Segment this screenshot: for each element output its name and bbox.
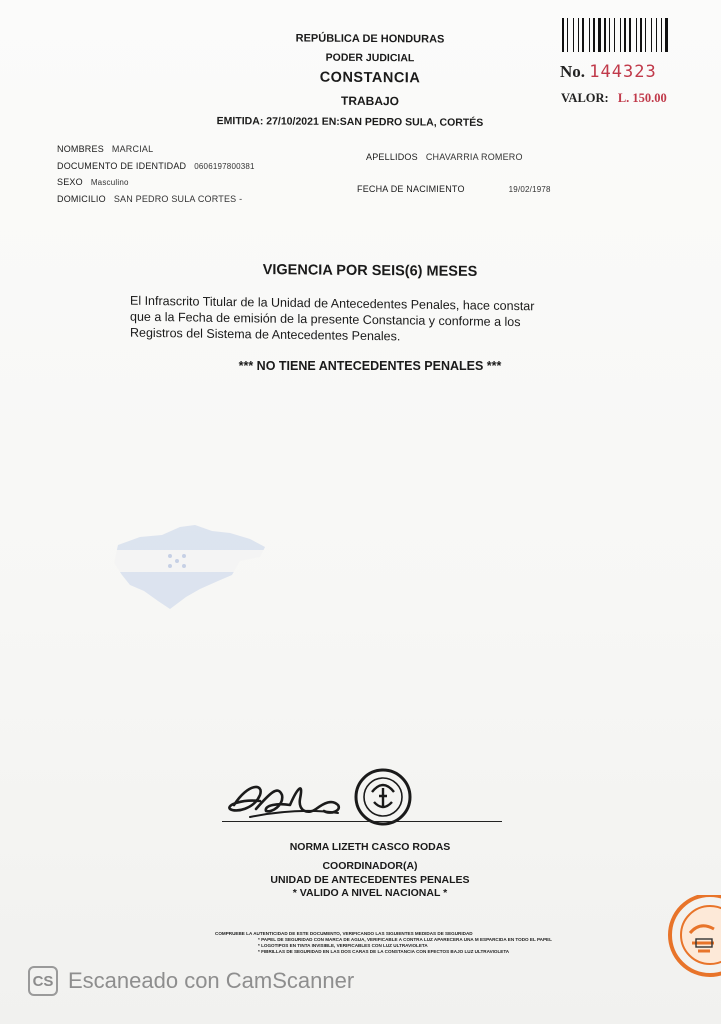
field-apellidos (366, 152, 523, 162)
certification-paragraph (130, 293, 610, 348)
document-purpose: TRABAJO (340, 93, 399, 109)
document-title: CONSTANCIA (319, 69, 421, 87)
barcode-bar (578, 18, 579, 52)
barcode-bar (669, 18, 670, 52)
security-note-0: COMPRUEBE LA AUTENTICIDAD DE ESTE DOCUMENTO, VERIFICANDO LAS SIGUIENTES MEDIDAS DE SEGURIDAD (215, 931, 473, 936)
paragraph-line-1: El Infrascrito Titular de la Unidad de Antecedentes Penales, hace constar (130, 293, 535, 314)
serial-number (560, 62, 657, 82)
nacimiento-label: FECHA DE NACIMIENTO (357, 184, 465, 194)
barcode-bar (580, 18, 581, 52)
security-note-2: * LOGOTIPOS EN TINTA INVISIBLE, VERIFICABLES CON LUZ ULTRAVIOLETA (258, 943, 428, 948)
field-documento (57, 161, 255, 171)
barcode-bar (643, 18, 644, 52)
header-country: REPÚBLICA DE HONDURAS (295, 32, 445, 46)
barcode-bar (569, 18, 572, 52)
camscanner-watermark (28, 966, 354, 996)
barcode-bar (604, 18, 606, 52)
barcode-bar (663, 18, 664, 52)
barcode-bar (665, 18, 668, 52)
barcode-bar (620, 18, 621, 52)
barcode-bar (661, 18, 662, 52)
barcode-bar (593, 18, 595, 52)
barcode-bar (598, 18, 601, 52)
valor (561, 91, 667, 106)
domicilio-label: DOMICILIO (57, 194, 106, 204)
field-nombres (57, 144, 153, 154)
header-institution: PODER JUDICIAL (325, 51, 415, 65)
paragraph-line-3: Registros del Sistema de Antecedentes Penales. (130, 325, 401, 344)
issue-info: EMITIDA: 27/10/2021 EN:SAN PEDRO SULA, CORTÉS (216, 115, 484, 129)
barcode-icon (562, 18, 690, 52)
serial-value: 144323 (589, 62, 657, 82)
valor-label: VALOR: (561, 91, 609, 105)
barcode-bar (636, 18, 637, 52)
barcode-bar (656, 18, 657, 52)
camscanner-logo-icon: CS (28, 966, 58, 996)
apellidos-label: APELLIDOS (366, 152, 418, 162)
signer-unit: UNIDAD DE ANTECEDENTES PENALES (270, 874, 470, 886)
barcode-bar (614, 18, 615, 52)
barcode-bar (562, 18, 564, 52)
camscanner-text: Escaneado con CamScanner (68, 968, 355, 993)
poder-judicial-seal-icon (664, 895, 721, 990)
sexo-label: SEXO (57, 177, 83, 187)
signer-role: COORDINADOR(A) (322, 860, 418, 872)
security-note-1: * PAPEL DE SEGURIDAD CON MARCA DE AGUA, VERIFICABLE A CONTRA LUZ APARECERA UNA M ESPARCIDA EN TODO EL PAPEL (258, 937, 552, 942)
barcode-bar (616, 18, 619, 52)
barcode-bar (638, 18, 639, 52)
barcode-bar (647, 18, 650, 52)
barcode-bar (651, 18, 652, 52)
nombres-value: MARCIAL (111, 144, 154, 154)
barcode-bar (567, 18, 568, 52)
paragraph-line-2: que a la Fecha de emisión de la presente Constancia y conforme a los (130, 309, 521, 330)
barcode-bar (632, 18, 635, 52)
field-sexo (57, 177, 129, 187)
barcode-bar (622, 18, 623, 52)
nacimiento-value: 19/02/1978 (508, 185, 551, 194)
apellidos-value: CHAVARRIA ROMERO (425, 152, 523, 162)
valor-amount: L. 150.00 (617, 91, 667, 105)
signature-line (222, 821, 502, 822)
barcode-bar (573, 18, 574, 52)
barcode-bar (607, 18, 608, 52)
barcode-bar (658, 18, 660, 52)
barcode-bar (640, 18, 642, 52)
barcode-bar (611, 18, 613, 52)
barcode-bar (629, 18, 631, 52)
barcode-bar (624, 18, 626, 52)
result-statement: *** NO TIENE ANTECEDENTES PENALES *** (238, 359, 502, 373)
round-stamp-icon (352, 766, 414, 828)
barcode-bar (609, 18, 610, 52)
barcode-bar (575, 18, 577, 52)
field-domicilio (57, 194, 242, 204)
barcode-bar (596, 18, 597, 52)
serial-prefix: No. (560, 62, 586, 81)
barcode-bar (565, 18, 566, 52)
nombres-label: NOMBRES (57, 144, 104, 154)
barcode-bar (585, 18, 588, 52)
validity-scope: * VALIDO A NIVEL NACIONAL * (292, 887, 448, 899)
barcode-bar (653, 18, 655, 52)
barcode-bar (582, 18, 584, 52)
domicilio-value: SAN PEDRO SULA CORTES - (113, 194, 243, 204)
validity-title: VIGENCIA POR SEIS(6) MESES (262, 262, 478, 280)
documento-label: DOCUMENTO DE IDENTIDAD (57, 161, 187, 171)
sexo-value: Masculino (90, 178, 129, 187)
security-note-3: * FIBRILLAS DE SEGURIDAD EN LAS DOS CARAS DE LA CONSTANCIA CON EFECTOS BAJO LUZ ULTRAVIOLETA (258, 949, 510, 954)
barcode-bar (645, 18, 646, 52)
barcode-bar (627, 18, 628, 52)
signer-name: NORMA LIZETH CASCO RODAS (289, 841, 451, 853)
field-fecha-nacimiento (357, 184, 551, 194)
barcode-bar (602, 18, 603, 52)
barcode-bar (591, 18, 592, 52)
barcode-bar (589, 18, 590, 52)
documento-value: 0606197800381 (194, 162, 255, 171)
honduras-map-flag-icon (100, 505, 270, 615)
